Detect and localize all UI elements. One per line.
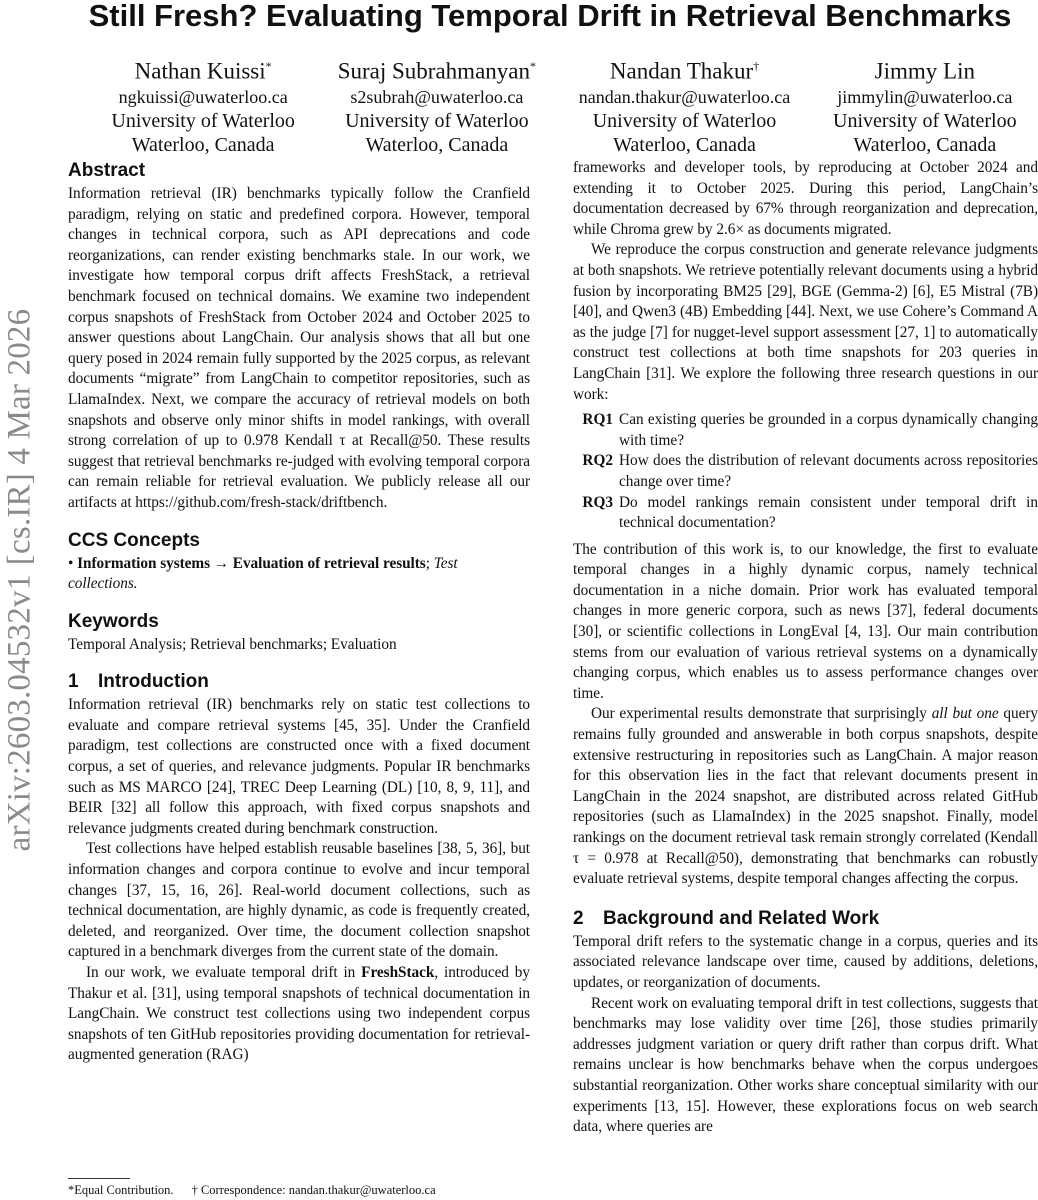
emphasis: all but one <box>931 705 999 723</box>
keywords-heading: Keywords <box>68 610 159 632</box>
rq-label: RQ2 <box>582 452 613 470</box>
author-location: Waterloo, Canada <box>853 133 997 156</box>
left-column <box>68 158 530 1066</box>
author-mark: * <box>529 59 536 73</box>
author-email: jimmylin@uwaterloo.ca <box>837 86 1013 107</box>
footnote <box>68 1182 538 1198</box>
author-affiliation: University of Waterloo <box>111 109 295 132</box>
research-questions <box>573 410 1038 534</box>
rq-label: RQ3 <box>582 493 613 511</box>
author-email: s2subrah@uwaterloo.ca <box>350 86 524 107</box>
rq-text: How does the distribution of relevant documents across repositories change over time? <box>619 452 1038 490</box>
author-name: Suraj Subrahmanyan <box>337 58 530 84</box>
author-location: Waterloo, Canada <box>613 133 756 156</box>
research-question <box>573 451 1038 492</box>
author-affiliation: University of Waterloo <box>833 109 1017 132</box>
author-mark: * <box>265 59 272 73</box>
author-name: Nathan Kuissi <box>134 58 266 84</box>
intro-paragraph: Our experimental results demonstrate that surprisingly all but one query remains fully grounded and answerable in both corpus snapshots, despite extensive restructuring in repositories such as LangChain. A major reason for this observation lies in the fact that relevant documents present in LangChain in the 2024 snapshot, are distributed across related GitHub repositories (such as LlamaIndex) in the 2025 snapshot. Finally, model rankings on the document retrieval task remain strongly correlated (Kendall τ = 0.978 at Recall@50), demonstrating that benchmarks can robustly evaluate retrieval systems, despite temporal changes affecting the corpus. <box>573 705 1038 888</box>
rq-text: Do model rankings remain consistent under temporal drift in technical documentation? <box>619 493 1038 532</box>
author-name: Nandan Thakur <box>609 58 754 84</box>
research-question <box>573 493 1038 534</box>
intro-paragraph: Test collections have helped establish reusable baselines [38, 5, 36], but information changes and corpora continue to evolve and incur temporal changes [37, 15, 16, 26]. Real-world document collections, such as technical documentation, are highly dynamic, as code is frequently created, deleted, and reorganized. Over time, the document collection snapshot captured in a benchmark diverges from the current state of the domain. <box>68 840 530 961</box>
keywords-text: Temporal Analysis; Retrieval benchmarks; Evaluation <box>68 635 397 653</box>
author-affiliation: University of Waterloo <box>345 109 529 132</box>
author <box>337 53 536 156</box>
author-name: Jimmy Lin <box>874 58 975 84</box>
intro-paragraph: The contribution of this work is, to our knowledge, the first to evaluate temporal changes in a highly dynamic corpus, namely technical documentation in a niche domain. Prior work has evaluated temporal changes in more generic corpora, such as news [37], federal documents [30], or scientific collections in LongEval [4, 13]. Our main contribution stems from our evaluation of various retrieval systems on a dynamically changing corpus, which enables us to assess performance changes over time. <box>573 540 1038 702</box>
author-affiliation: University of Waterloo <box>592 109 777 132</box>
rq-text: Can existing queries be grounded in a corpus dynamically changing with time? <box>619 411 1038 449</box>
author-email: ngkuissi@uwaterloo.ca <box>118 86 288 107</box>
arxiv-sidebar <box>0 0 42 1200</box>
intro-paragraph: Information retrieval (IR) benchmarks rely on static test collections to evaluate and compare retrieval systems [45, 35]. Under the Cranfield paradigm, test collections are constructed once with a fixed document corpus, a set of queries, and relevance judgments. Popular IR benchmarks such as MS MARCO [24], TREC Deep Learning (DL) [10, 8, 9, 11], and BEIR [32] all follow this approach, with fixed corpus snapshots and relevance judgments created during benchmark construction. <box>68 696 530 837</box>
author-email: nandan.thakur@uwaterloo.ca <box>578 86 791 107</box>
author <box>578 53 791 156</box>
research-question <box>573 410 1038 451</box>
author-block <box>90 53 1038 156</box>
author <box>111 53 295 156</box>
arxiv-identifier: arXiv:2603.04532v1 [cs.IR] 4 Mar 2026 <box>1 308 38 852</box>
abstract-text: Information retrieval (IR) benchmarks typically follow the Cranfield paradigm, relying on static and predefined corpora. However, temporal changes in technical corpora, such as API deprecations and code reorganizations, can render existing benchmarks stale. In our work, we investigate how temporal corpus drift affects FreshStack, a retrieval benchmark focused on technical domains. We examine two independent corpus snapshots of FreshStack from October 2024 and October 2025 to answer questions about LangChain. Our analysis shows that all but one query posed in 2024 remain fully supported by the 2025 corpus, as relevant documents “migrate” from LangChain to competitor repositories, such as LlamaIndex. Next, we compare the accuracy of retrieval models on both snapshots and observe only minor shifts in model rankings, with overall strong correlation of up to 0.978 Kendall τ at Recall@50. These results suggest that retrieval benchmarks re-judged with evolving temporal corpora can remain reliable for retrieval evaluation. We publicly release all our artifacts at https://github.com/fresh-stack/driftbench. <box>68 185 530 511</box>
intro-paragraph: We reproduce the corpus construction and generate relevance judgments at both snapshots. We retrieve potentially relevant documents using a hybrid fusion by incorporating BM25 [29], BGE (Gemma-2) [6], E5 Mistral (7B) [40], and Qwen3 (4B) Embedding [44]. Next, we use Cohere’s Command A as the judge [7] for nugget-level support assessment [27, 1] to automatically construct test collections at both time snapshots for 203 queries in LangChain [31]. We explore the following three research questions in our work: <box>573 241 1038 403</box>
author <box>833 53 1017 156</box>
ccs-heading: CCS Concepts <box>68 529 200 551</box>
author-mark: † <box>753 59 760 73</box>
footnote-correspondence: † Correspondence: nandan.thakur@uwaterloo.ca <box>191 1183 436 1197</box>
rq-label: RQ1 <box>582 411 613 429</box>
ccs-concept: Information systems <box>77 554 210 572</box>
right-column <box>573 158 1038 1138</box>
background-paragraph: Temporal drift refers to the systematic change in a corpus, queries and its associated relevance landscape over time, caused by additions, deletions, updates, or reorganization of documents. <box>573 932 1038 991</box>
intro-paragraph: In our work, we evaluate temporal drift in FreshStack, introduced by Thakur et al. [31], using temporal snapshots of technical documentation in LangChain. We construct test collections using two independent corpus snapshots of ten GitHub repositories providing documentation for retrieval-augmented generation (RAG) <box>68 964 530 1064</box>
ccs-text: • Information systems → Evaluation of retrieval results; Test collections. <box>68 554 458 593</box>
author-location: Waterloo, Canada <box>131 133 275 156</box>
author-location: Waterloo, Canada <box>365 133 509 156</box>
freshstack-name: FreshStack <box>361 964 435 981</box>
footnote-rule <box>68 1178 130 1179</box>
intro-paragraph: frameworks and developer tools, by reproducing at October 2024 and extending it to October 2025. During this period, LangChain’s documentation decreased by 67% through reorganization and deprecation, while Chroma grew by 2.6× as documents migrated. <box>573 159 1038 238</box>
ccs-extra: Test collections. <box>68 554 458 593</box>
background-paragraph: Recent work on evaluating temporal drift in test collections, suggests that benchmarks may lose validity over time [26], those studies primarily addresses judgment variation or query drift rather than corpus drift. What remains unclear is how benchmarks behave when the corpus undergoes substantial reorganization. Other works share conceptual similarity with our experiments [13, 15]. However, these explorations focus on web search data, where queries are <box>573 994 1038 1136</box>
introduction-heading: 1 Introduction <box>68 671 209 693</box>
ccs-subconcept: Evaluation of retrieval results <box>232 554 426 572</box>
paper-title: Still Fresh? Evaluating Temporal Drift in Retrieval Benchmarks <box>88 0 1012 33</box>
background-heading: 2 Background and Related Work <box>573 907 880 929</box>
abstract-heading: Abstract <box>68 160 146 181</box>
footnote-equal: *Equal Contribution. <box>68 1183 174 1197</box>
